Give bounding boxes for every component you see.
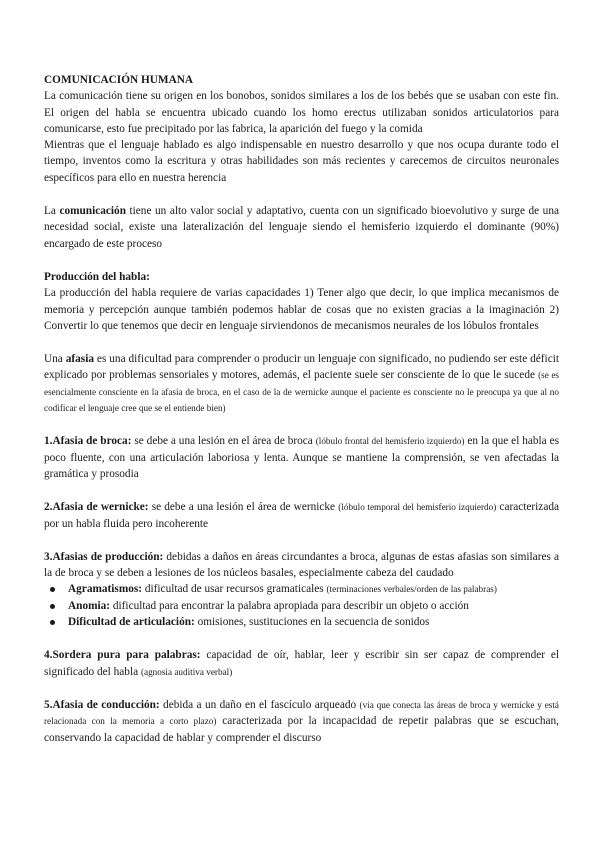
communication-paragraph: La comunicación tiene un alto valor social y adaptativo, cuenta con un significado bioevolutivo y surge de una necesidad social, existe una lateralización del lenguaje siendo el hemisferio izquierdo el dominante (90%) encargado de este proceso xyxy=(44,205,559,250)
section-wernicke: 2.Afasia de wernicke: se debe a una lesión el área de wernicke (lóbulo temporal del hemisferio izquierdo) caracterizada por un habla fluida pero incoherente xyxy=(44,501,559,530)
production-heading: Producción del habla: xyxy=(44,270,150,283)
intro-paragraph: La comunicación tiene su origen en los bonobos, sonidos similares a los de los bebés que se usaban con este fin. El origen del habla se encuentra ubicado cuando los homo erectus utilizaban sonidos articulatorios para comunicarse, esto fue precipitado por las fabrica, la aparición del fuego y la comida xyxy=(44,90,559,135)
intro-paragraph-2: Mientras que el lenguaje hablado es algo indispensable en nuestro desarrollo y que nos ocupa durante todo el tiempo, inventos como la escritura y otras habilidades son más recientes y carecemos de circuitos neuronales específicos para ello en nuestra herencia xyxy=(44,139,559,184)
production-paragraph: La producción del habla requiere de varias capacidades 1) Tener algo que decir, lo que implica mecanismos de memoria y percepción aunque también podemos hablar de cosas que no existen gracias a la imaginación 2) Convertir lo que tenemos que decir en lenguaje sirviendonos de mecanismos neurales de los lóbulos frontales xyxy=(44,287,559,332)
bullet-list xyxy=(44,581,559,630)
afasia-paragraph: Una afasia es una dificultad para comprender o producir un lenguaje con significado, no pudiendo ser este déficit explicado por problemas sensoriales y motores, además, el paciente suele ser consciente de lo que le sucede (se es esencialmente consciente en la afasia de broca, en el caso de la de wernicke aunque el paciente es consciente no le preocupa ya que al no codificar el lenguaje cree que se el entiende bien) xyxy=(44,353,559,414)
document-page xyxy=(44,72,559,746)
bullet-icon xyxy=(50,587,55,592)
section-sordera: 4.Sordera pura para palabras: capacidad de oír, hablar, leer y escribir sin ser capaz de comprender el significado del habla (agnosia auditiva verbal) xyxy=(44,649,559,678)
list-item: Anomia: dificultad para encontrar la palabra apropiada para describir un objeto o acción xyxy=(44,598,559,614)
bullet-icon xyxy=(50,604,55,609)
section-broca: 1.Afasia de broca: se debe a una lesión en el área de broca (lóbulo frontal del hemisferio izquierdo) en la que el habla es poco fluente, con una articulación laboriosa y lenta. Aunque se mantiene la comprensión, se ven afectadas la gramática y prosodia xyxy=(44,435,559,480)
bullet-icon xyxy=(50,620,55,625)
list-item: Agramatismos: dificultad de usar recursos gramaticales (terminaciones verbales/orden de las palabras) xyxy=(44,581,559,597)
section-produccion: 3.Afasias de producción: debidas a daños en áreas circundantes a broca, algunas de estas afasias son similares a la de broca y se deben a lesiones de los núcleos basales, especialmente cabeza del caudado xyxy=(44,550,559,580)
document-title: COMUNICACIÓN HUMANA xyxy=(44,74,194,86)
section-conduccion: 5.Afasia de conducción: debida a un daño en el fascículo arqueado (vía que conecta las áreas de broca y wernicke y está relacionada con la memoria a corto plazo) caracterizada por la incapacidad de repetir palabras que se escuchan, conservando la capacidad de hablar y comprender el discurso xyxy=(44,698,560,744)
list-item: Dificultad de articulación: omisiones, sustituciones en la secuencia de sonidos xyxy=(44,614,559,630)
